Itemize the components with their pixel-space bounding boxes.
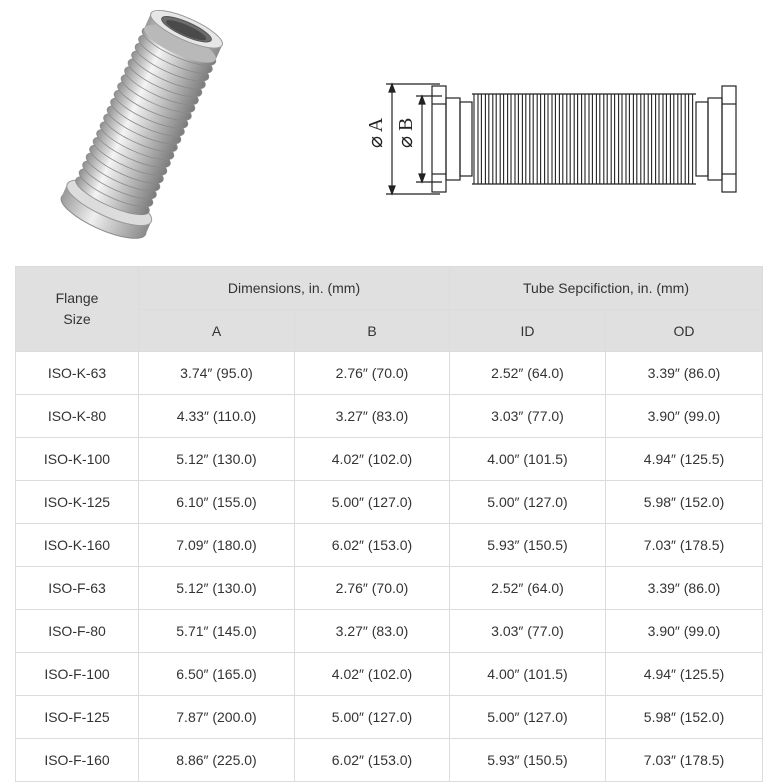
- cell-dim-b: 6.02″ (153.0): [295, 739, 450, 782]
- cell-dim-a: 7.87″ (200.0): [139, 696, 295, 739]
- cell-tube-od: 5.98″ (152.0): [606, 481, 763, 524]
- header-col-b: B: [295, 310, 450, 352]
- cell-tube-id: 5.00″ (127.0): [450, 481, 606, 524]
- cell-tube-od: 3.39″ (86.0): [606, 352, 763, 395]
- cell-dim-a: 4.33″ (110.0): [139, 395, 295, 438]
- header-col-a: A: [139, 310, 295, 352]
- dimension-b-label: ⌀ B: [395, 117, 417, 148]
- table-row: [16, 352, 763, 395]
- table-row: [16, 438, 763, 481]
- cell-dim-b: 4.02″ (102.0): [295, 438, 450, 481]
- cell-tube-id: 5.00″ (127.0): [450, 696, 606, 739]
- cell-tube-id: 3.03″ (77.0): [450, 610, 606, 653]
- cell-dim-b: 5.00″ (127.0): [295, 481, 450, 524]
- cell-dim-a: 7.09″ (180.0): [139, 524, 295, 567]
- cell-dim-b: 4.02″ (102.0): [295, 653, 450, 696]
- cell-dim-a: 3.74″ (95.0): [139, 352, 295, 395]
- dimension-a-label: ⌀ A: [365, 117, 387, 148]
- cell-tube-od: 5.98″ (152.0): [606, 696, 763, 739]
- cell-tube-od: 3.90″ (99.0): [606, 395, 763, 438]
- cell-dim-b: 6.02″ (153.0): [295, 524, 450, 567]
- table-row: [16, 567, 763, 610]
- cell-dim-a: 8.86″ (225.0): [139, 739, 295, 782]
- cell-flange-size: ISO-K-125: [16, 481, 139, 524]
- bellows-technical-drawing: [360, 76, 750, 206]
- cell-tube-id: 2.52″ (64.0): [450, 567, 606, 610]
- table-row: [16, 696, 763, 739]
- header-flange-size: Flange Size: [16, 267, 139, 352]
- cell-flange-size: ISO-F-80: [16, 610, 139, 653]
- header-dimensions: Dimensions, in. (mm): [139, 267, 450, 310]
- cell-flange-size: ISO-K-80: [16, 395, 139, 438]
- cell-tube-id: 5.93″ (150.5): [450, 739, 606, 782]
- cell-flange-size: ISO-K-63: [16, 352, 139, 395]
- cell-tube-od: 3.39″ (86.0): [606, 567, 763, 610]
- cell-dim-a: 5.71″ (145.0): [139, 610, 295, 653]
- cell-dim-b: 5.00″ (127.0): [295, 696, 450, 739]
- product-images: [0, 0, 772, 262]
- cell-tube-od: 3.90″ (99.0): [606, 610, 763, 653]
- cell-tube-id: 5.93″ (150.5): [450, 524, 606, 567]
- cell-tube-od: 7.03″ (178.5): [606, 524, 763, 567]
- cell-flange-size: ISO-F-125: [16, 696, 139, 739]
- cell-flange-size: ISO-F-63: [16, 567, 139, 610]
- bellows-hose-photo: [18, 2, 268, 252]
- cell-tube-id: 3.03″ (77.0): [450, 395, 606, 438]
- cell-dim-a: 6.10″ (155.0): [139, 481, 295, 524]
- cell-tube-id: 4.00″ (101.5): [450, 438, 606, 481]
- cell-tube-od: 4.94″ (125.5): [606, 653, 763, 696]
- cell-flange-size: ISO-K-100: [16, 438, 139, 481]
- cell-tube-id: 2.52″ (64.0): [450, 352, 606, 395]
- cell-dim-b: 2.76″ (70.0): [295, 352, 450, 395]
- cell-dim-b: 3.27″ (83.0): [295, 395, 450, 438]
- cell-flange-size: ISO-K-160: [16, 524, 139, 567]
- table-row: [16, 481, 763, 524]
- table-row: [16, 739, 763, 782]
- header-tube-specification: Tube Sepcifiction, in. (mm): [450, 267, 763, 310]
- header-col-od: OD: [606, 310, 763, 352]
- table-row: [16, 395, 763, 438]
- specification-table: [15, 266, 763, 782]
- cell-dim-b: 2.76″ (70.0): [295, 567, 450, 610]
- table-body: [16, 352, 763, 782]
- table-row: [16, 653, 763, 696]
- cell-tube-od: 7.03″ (178.5): [606, 739, 763, 782]
- cell-flange-size: ISO-F-160: [16, 739, 139, 782]
- table-row: [16, 610, 763, 653]
- cell-tube-od: 4.94″ (125.5): [606, 438, 763, 481]
- cell-tube-id: 4.00″ (101.5): [450, 653, 606, 696]
- table-row: [16, 524, 763, 567]
- cell-dim-a: 6.50″ (165.0): [139, 653, 295, 696]
- cell-flange-size: ISO-F-100: [16, 653, 139, 696]
- cell-dim-b: 3.27″ (83.0): [295, 610, 450, 653]
- cell-dim-a: 5.12″ (130.0): [139, 567, 295, 610]
- header-col-id: ID: [450, 310, 606, 352]
- cell-dim-a: 5.12″ (130.0): [139, 438, 295, 481]
